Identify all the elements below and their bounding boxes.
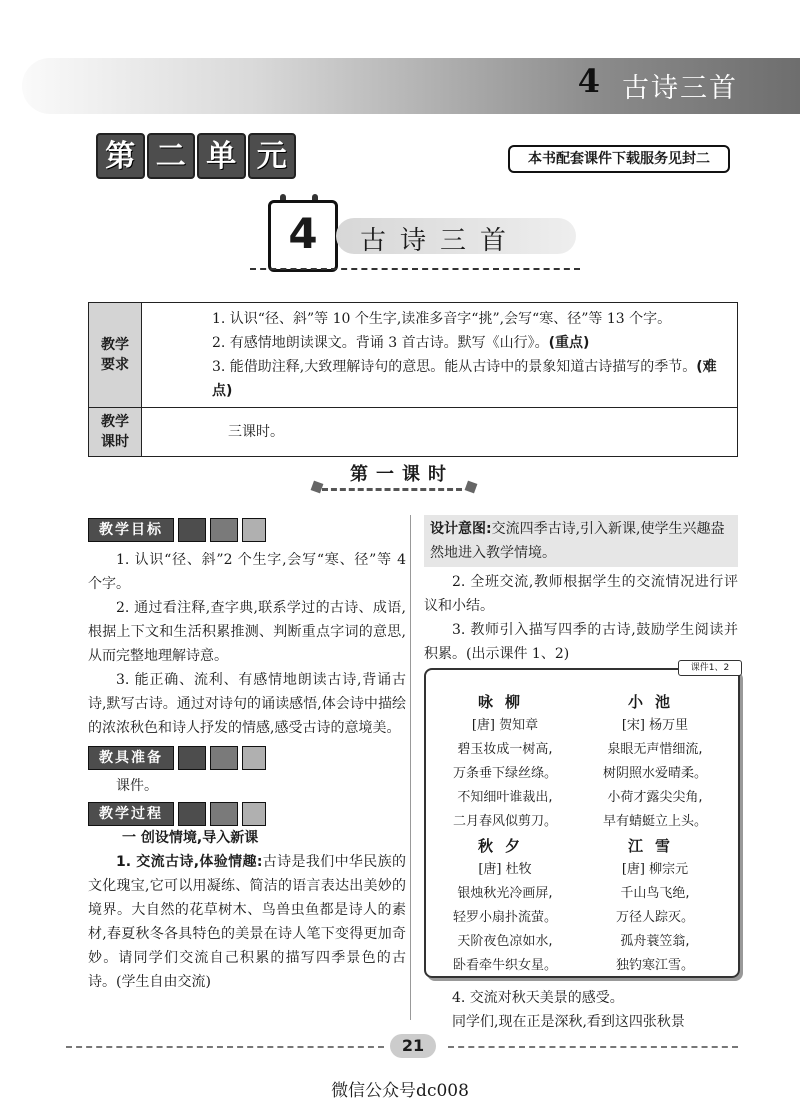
unit-char: 单 bbox=[197, 133, 246, 179]
poem-line: 轻罗小扇扑流萤。 bbox=[452, 910, 557, 925]
poem-line: 小荷才露尖尖角, bbox=[607, 790, 703, 805]
poem-title: 小池 bbox=[627, 693, 682, 711]
requirement-item: 2. 有感情地朗读课文。背诵 3 首古诗。默写《山行》。(重点) bbox=[212, 335, 590, 351]
goal-item: 2. 通过看注释,查字典,联系学过的古诗、成语,根据上下文和生活积累推测、判断重点字词的意思,从而完整地理解诗意。 bbox=[88, 600, 406, 664]
poem-line: 千山鸟飞绝, bbox=[620, 886, 690, 901]
footer-divider bbox=[448, 1046, 738, 1048]
step1-paragraph: 1. 交流古诗,体验情趣:古诗是我们中华民族的文化瑰宝,它可以用凝练、简洁的语言表达出美妙的境界。大自然的花草树木、鸟兽虫鱼都是诗人的素材,春夏秋冬各具特色的美景在诗人笔下变得更加奇妙。请同学们交流自己积累的描写四季景色的古诗。(学生自由交流) bbox=[88, 854, 406, 990]
requirements-table bbox=[88, 302, 738, 457]
watermark: 微信公众号dc008 bbox=[331, 1081, 469, 1101]
lesson-number-calendar bbox=[268, 200, 338, 272]
step-item: 3. 教师引入描写四季的古诗,鼓励学生阅读并积累。(出示课件 1、2) bbox=[424, 622, 738, 662]
tools-text: 课件。 bbox=[116, 778, 158, 794]
focus-tag: (重点) bbox=[548, 335, 590, 351]
teaching-hours: 三课时。 bbox=[142, 408, 738, 457]
poem-line: 早有蜻蜓立上头。 bbox=[602, 814, 707, 829]
column-divider bbox=[410, 515, 411, 1020]
unit-char: 元 bbox=[248, 133, 297, 179]
poem-line: 天阶夜色凉如水, bbox=[457, 934, 553, 949]
requirements-list bbox=[142, 303, 738, 408]
unit-badge bbox=[96, 133, 296, 179]
poem-line: 泉眼无声惜细流, bbox=[607, 742, 703, 757]
lesson-number: 4 bbox=[288, 209, 318, 258]
poem bbox=[580, 690, 730, 834]
header-lesson-number: 4 bbox=[577, 62, 600, 100]
divider bbox=[250, 268, 580, 270]
section-divider bbox=[322, 488, 462, 491]
poem-author: [唐] 杜牧 bbox=[478, 862, 532, 877]
label-hours: 教学 课时 bbox=[89, 408, 142, 457]
poem-line: 银烛秋光冷画屏, bbox=[457, 886, 553, 901]
unit-char: 第 bbox=[96, 133, 145, 179]
lesson-title: 古诗三首 bbox=[360, 226, 521, 256]
poem bbox=[430, 690, 580, 834]
left-column bbox=[88, 518, 406, 994]
poem-line: 不知细叶谁裁出, bbox=[457, 790, 553, 805]
poem-line: 二月春风似剪刀。 bbox=[452, 814, 557, 829]
tag-teaching-goals: 教学目标 bbox=[88, 518, 406, 542]
difficulty-tag: (难点) bbox=[212, 359, 717, 399]
goal-item: 1. 认识“径、斜”2 个生字,会写“寒、径”等 4 个字。 bbox=[88, 552, 406, 592]
poem-line: 碧玉妆成一树高, bbox=[457, 742, 553, 757]
service-note: 本书配套课件下载服务见封二 bbox=[508, 145, 730, 173]
label-requirements: 教学 要求 bbox=[89, 303, 142, 408]
step-item: 2. 全班交流,教师根据学生的交流情况进行评议和小结。 bbox=[424, 574, 738, 614]
header-lesson-name: 古诗三首 bbox=[622, 73, 738, 104]
footer-divider bbox=[66, 1046, 384, 1048]
decor-square-icon bbox=[311, 481, 324, 494]
poem-author: [唐] 贺知章 bbox=[471, 718, 539, 733]
poem-line: 万条垂下绿丝绦。 bbox=[452, 766, 557, 781]
page-number: 21 bbox=[390, 1034, 436, 1058]
poem-line: 孤舟蓑笠翁, bbox=[620, 934, 690, 949]
tag-teaching-process: 教学过程 bbox=[88, 802, 406, 826]
poem-title: 咏柳 bbox=[477, 693, 532, 711]
poem-line: 独钓寒江雪。 bbox=[615, 958, 694, 973]
unit-char: 二 bbox=[147, 133, 196, 179]
poem-title: 江雪 bbox=[627, 837, 682, 855]
requirement-item: 3. 能借助注释,大致理解诗句的意思。能从古诗中的景象知道古诗描写的季节。(难点) bbox=[212, 359, 717, 399]
courseware-tag: 课件1、2 bbox=[678, 660, 742, 676]
step-item: 同学们,现在正是深秋,看到这四张秋景 bbox=[452, 1014, 685, 1030]
poem bbox=[430, 834, 580, 978]
poem-title: 秋夕 bbox=[477, 837, 532, 855]
section-title: 第一课时 bbox=[350, 464, 454, 485]
poem-line: 树阴照水爱晴柔。 bbox=[602, 766, 707, 781]
goal-item: 3. 能正确、流利、有感情地朗读古诗,背诵古诗,默写古诗。通过对诗句的诵读感悟,体会诗中描绘的浓浓秋色和诗人抒发的情感,感受古诗的意境美。 bbox=[88, 672, 406, 736]
design-intent: 设计意图:交流四季古诗,引入新课,使学生兴趣盎然地进入教学情境。 bbox=[424, 515, 738, 567]
requirement-item: 1. 认识“径、斜”等 10 个生字,读准多音字“挑”,会写“寒、径”等 13 个字。 bbox=[212, 311, 672, 327]
poem-author: [宋] 杨万里 bbox=[621, 718, 689, 733]
decor-square-icon bbox=[465, 481, 478, 494]
right-column bbox=[424, 570, 738, 666]
step-item: 4. 交流对秋天美景的感受。 bbox=[452, 990, 624, 1006]
lesson-title-pill bbox=[336, 218, 576, 254]
poem-line: 万径人踪灭。 bbox=[615, 910, 694, 925]
step-heading: 一 创设情境,导入新课 bbox=[122, 830, 259, 846]
poem-line: 卧看牵牛织女星。 bbox=[452, 958, 557, 973]
poem bbox=[580, 834, 730, 978]
right-column-bottom bbox=[424, 986, 738, 1034]
poem-author: [唐] 柳宗元 bbox=[621, 862, 689, 877]
tag-teaching-tools: 教具准备 bbox=[88, 746, 406, 770]
